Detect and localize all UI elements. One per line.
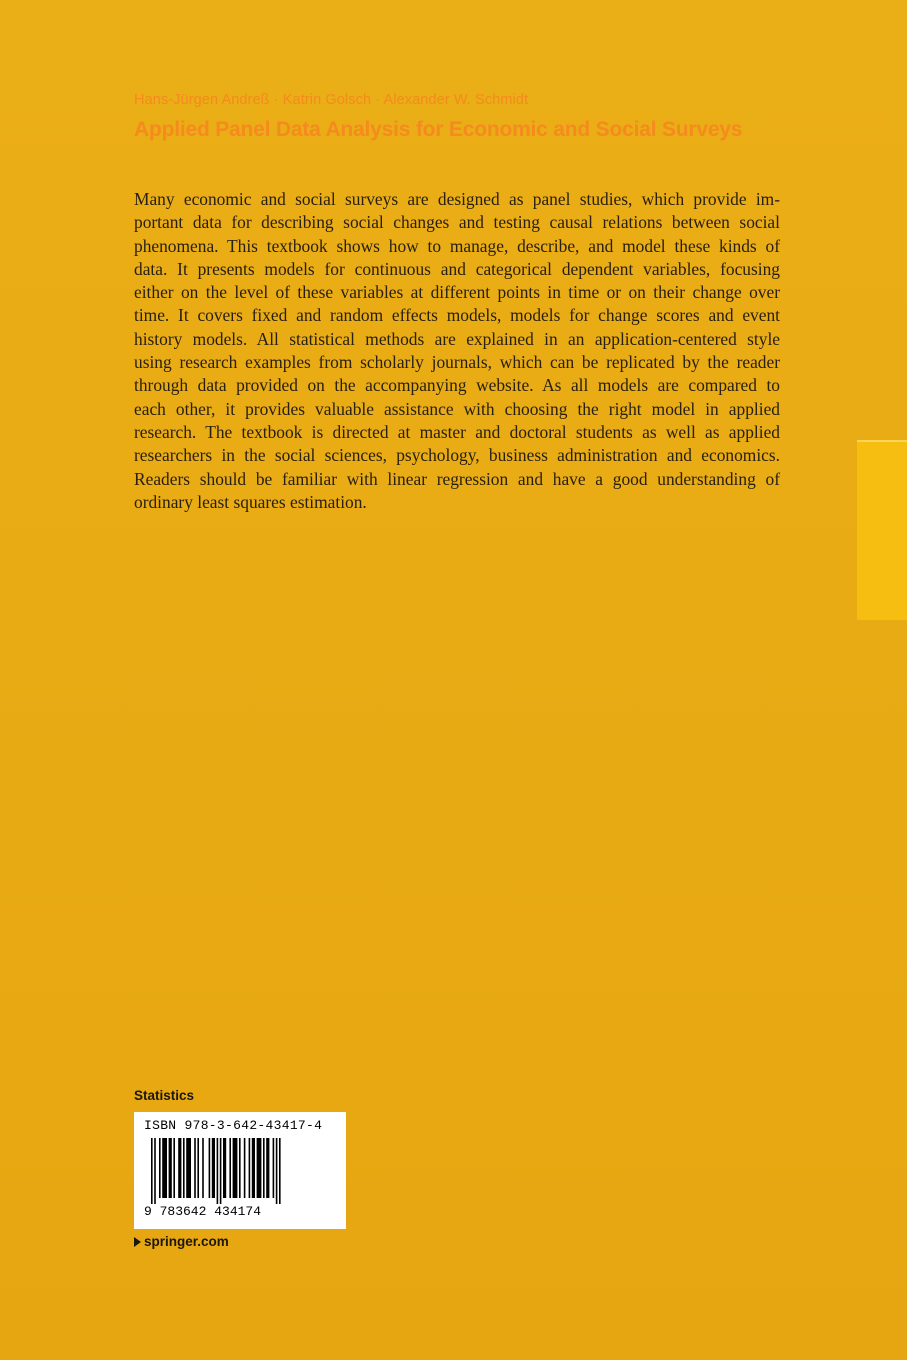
description-line: phenomena. This textbook shows how to manage, describe, and model these kinds of — [134, 235, 780, 256]
publisher-url: springer.com — [144, 1234, 229, 1249]
barcode-bar — [273, 1138, 275, 1198]
barcode-bars — [151, 1138, 331, 1204]
barcode-bar — [266, 1138, 269, 1198]
isbn-label: ISBN 978-3-642-43417-4 — [144, 1118, 323, 1133]
description-line: researchers in the social sciences, psychology, business administration and economics. — [134, 445, 780, 466]
barcode-bar — [178, 1138, 181, 1198]
description-line: research. The textbook is directed at master and doctoral students as well as applied — [134, 421, 780, 442]
description-line: ordinary least squares estimation. — [134, 491, 367, 512]
barcode-bar — [263, 1138, 265, 1198]
book-title: Applied Panel Data Analysis for Economic and Social Surveys — [134, 118, 743, 141]
isbn-barcode — [134, 1112, 346, 1229]
barcode-bar — [249, 1138, 251, 1198]
barcode-bar — [186, 1138, 191, 1198]
description-line: through data provided on the accompanying website. As all models are compared to — [134, 375, 780, 396]
category-label: Statistics — [134, 1088, 195, 1103]
arrow-right-icon — [134, 1237, 141, 1247]
barcode-bar — [151, 1138, 153, 1204]
barcode-bar — [202, 1138, 204, 1198]
barcode-bar — [159, 1138, 161, 1198]
barcode-bar — [220, 1138, 222, 1204]
description-line: each other, it provides valuable assistance with choosing the right model in applied — [134, 398, 780, 419]
barcode-bar — [197, 1138, 199, 1198]
spine-tab — [857, 440, 907, 620]
description-line: either on the level of these variables at different points in time or on their change over — [134, 282, 780, 303]
barcode-bar — [279, 1138, 281, 1204]
authors: Hans-Jürgen Andreß · Katrin Golsch · Alexander W. Schmidt — [134, 92, 529, 108]
barcode-bar — [183, 1138, 185, 1198]
barcode-bar — [154, 1138, 156, 1204]
barcode-bar — [244, 1138, 246, 1198]
barcode-bar — [173, 1138, 175, 1198]
barcode-bar — [239, 1138, 241, 1198]
publisher-link[interactable] — [134, 1234, 229, 1249]
description-line: history models. All statistical methods are explained in an application-centered style — [134, 328, 780, 349]
description-line: portant data for describing social changes and testing causal relations between social — [134, 212, 780, 233]
barcode-bar — [194, 1138, 196, 1198]
barcode-bar — [212, 1138, 215, 1198]
barcode-bar — [252, 1138, 255, 1198]
description — [134, 188, 780, 514]
barcode-bar — [217, 1138, 219, 1204]
barcode-bar — [233, 1138, 238, 1198]
barcode-bar — [276, 1138, 278, 1204]
description-line: data. It presents models for continuous and categorical dependent variables, focusing — [134, 258, 780, 279]
barcode-bar — [209, 1138, 211, 1198]
description-line: time. It covers fixed and random effects models, models for change scores and event — [134, 305, 780, 326]
description-line: Readers should be familiar with linear regression and have a good understanding of — [134, 468, 780, 489]
description-line: using research examples from scholarly journals, which can be replicated by the reader — [134, 352, 780, 373]
ean-digits: 9 783642 434174 — [144, 1204, 262, 1219]
barcode-bar — [257, 1138, 262, 1198]
barcode-bar — [229, 1138, 231, 1198]
barcode-bar — [162, 1138, 167, 1198]
barcode-bar — [169, 1138, 172, 1198]
description-line: Many economic and social surveys are designed as panel studies, which provide im- — [134, 189, 780, 209]
barcode-bar — [223, 1138, 226, 1198]
